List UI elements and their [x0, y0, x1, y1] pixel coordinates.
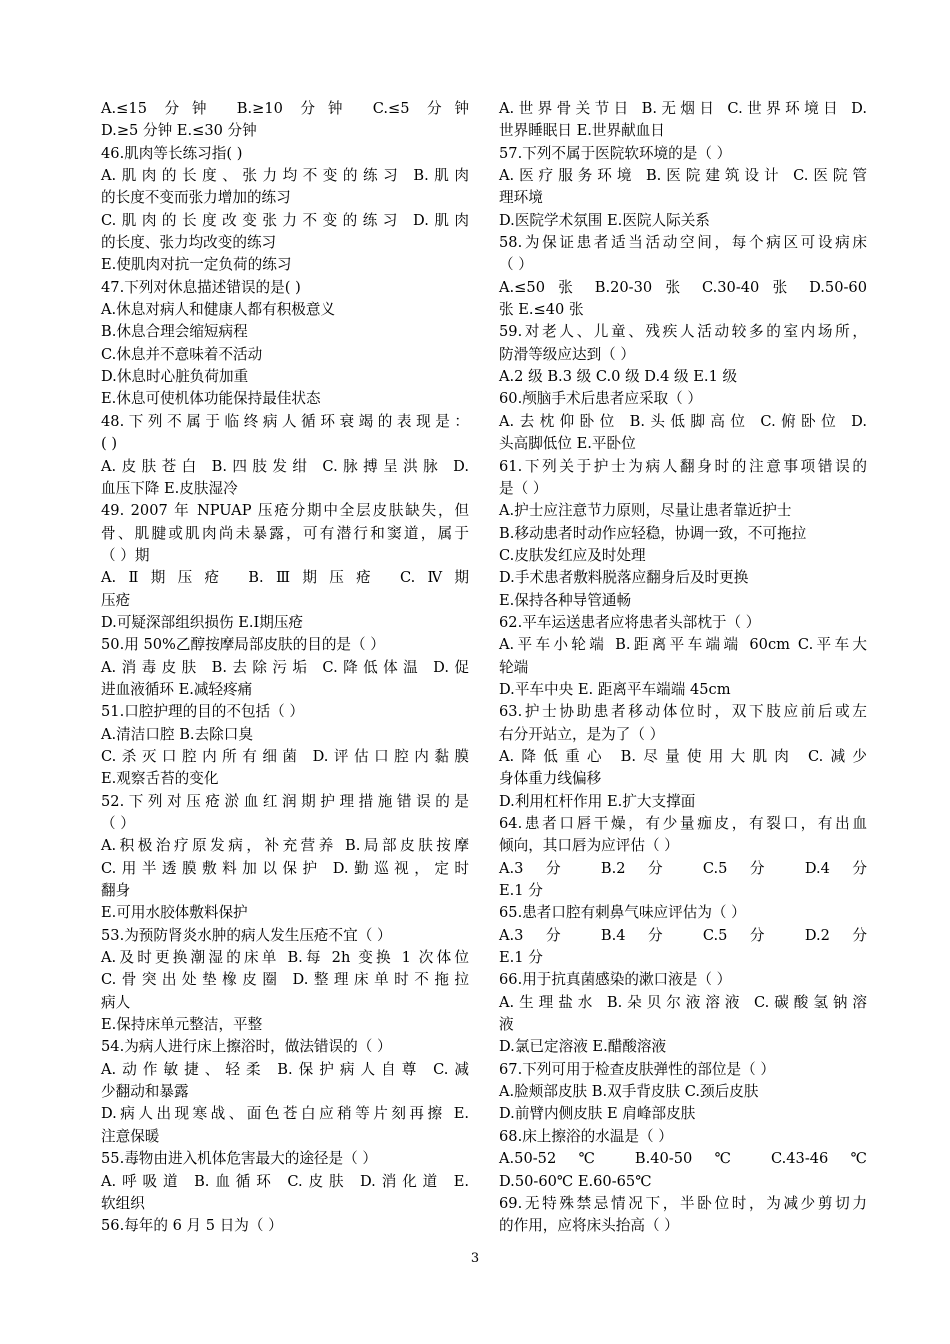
right-text-line: E.1 分 — [499, 882, 543, 900]
right-text-line: 理环境 — [499, 189, 543, 207]
right-text-line: 68.床上擦浴的水温是（ ） — [499, 1127, 673, 1145]
right-text-line: A.世界骨关节日 B.无烟日 C.世界环境日 D. — [499, 100, 867, 117]
right-text-line: 66.用于抗真菌感染的漱口液是（ ） — [499, 971, 732, 989]
right-text-line: E.1 分 — [499, 949, 543, 967]
left-text-line: A.消毒皮肤 B.去除污垢 C.降低体温 D.促 — [101, 658, 469, 676]
left-text-line: A.及时更换潮湿的床单 B.每 2h 变换 1 次体位 — [101, 949, 469, 967]
left-text-line: 少翻动和暴露 — [101, 1083, 189, 1101]
right-text-line: A.平车小轮端 B.距离平车端端 60cm C.平车大 — [499, 636, 867, 654]
right-text-line: A.医疗服务环境 B.医院建筑设计 C.医院管 — [499, 167, 867, 185]
left-text-line: A.呼吸道 B.血循环 C.皮肤 D.消化道 E. — [101, 1172, 469, 1190]
right-text-line: 防滑等级应达到（ ） — [499, 345, 635, 363]
right-text-line: D.氯已定溶液 E.醋酸溶液 — [499, 1038, 667, 1056]
right-text-line: 张 E.≤40 张 — [499, 301, 584, 319]
right-text-line: 轮端 — [499, 658, 529, 676]
left-text-line: C.杀灭口腔内所有细菌 D.评估口腔内黏膜 — [101, 747, 469, 765]
left-text-line: A.清洁口腔 B.去除口臭 — [101, 725, 253, 743]
right-text-line: 69.无特殊禁忌情况下，半卧位时，为减少剪切力 — [499, 1194, 867, 1212]
left-text-line: 54.为病人进行床上擦浴时，做法错误的（ ） — [101, 1038, 392, 1056]
left-text-line: C.骨突出处垫橡皮圈 D.整理床单时不拖拉 — [101, 971, 469, 989]
right-text-line: A.3 分 B.4 分 C.5 分 D.2 分 — [499, 926, 867, 944]
right-text-line: 59.对老人、儿童、残疾人活动较多的室内场所， — [499, 323, 867, 341]
left-text-line: 软组织 — [101, 1194, 145, 1212]
left-text-line: 50.用 50%乙醇按摩局部皮肤的目的是（ ） — [101, 636, 385, 654]
right-text-line: 倾向，其口唇为应评估（ ） — [499, 837, 679, 855]
left-text-line: E.观察舌苔的变化 — [101, 770, 219, 788]
left-text-line: 49. 2007 年 NPUAP 压疮分期中全层皮肤缺失，但 — [101, 502, 469, 520]
right-text-line: 58.为保证患者适当活动空间，每个病区可设病床 — [499, 234, 867, 252]
left-text-line: A.动作敏捷、轻柔 B.保护病人自尊 C.减 — [101, 1060, 469, 1078]
right-text-line: A.护士应注意节力原则，尽量让患者靠近护士 — [499, 502, 792, 520]
left-text-line: E.保持床单元整洁，平整 — [101, 1016, 263, 1034]
right-text-line: A.50-52 ℃ B.40-50 ℃ C.43-46 ℃ — [499, 1150, 867, 1168]
left-text-line: 骨、肌腱或肌肉尚未暴露，可有潜行和窦道，属于 — [101, 524, 469, 542]
right-text-line: D.50-60℃ E.60-65℃ — [499, 1172, 652, 1190]
right-text-line: A.≤50 张 B.20-30 张 C.30-40 张 D.50-60 — [499, 278, 867, 296]
right-text-line: D.前臂内侧皮肤 E 肩峰部皮肤 — [499, 1105, 696, 1123]
right-text-line: B.移动患者时动作应轻稳，协调一致，不可拖拉 — [499, 524, 807, 542]
left-text-line: （ ） — [101, 815, 135, 832]
left-text-line: 53.为预防肾炎水肿的病人发生压疮不宜（ ） — [101, 926, 392, 944]
right-text-line: A.2 级 B.3 级 C.0 级 D.4 级 E.1 级 — [499, 368, 738, 386]
left-text-line: A.肌肉的长度、张力均不变的练习 B.肌肉 — [101, 167, 469, 185]
left-text-line: 的长度、张力均改变的练习 — [101, 234, 277, 252]
right-text-line: E.保持各种导管通畅 — [499, 591, 632, 609]
right-text-line: A.脸颊部皮肤 B.双手背皮肤 C.颈后皮肤 — [499, 1083, 759, 1101]
left-text-line: D.可疑深部组织损伤 E.Ⅰ期压疮 — [101, 613, 304, 631]
right-text-line: C.皮肤发红应及时处理 — [499, 546, 646, 564]
page-number: 3 — [470, 1251, 480, 1266]
right-text-line: A.去枕仰卧位 B.头低脚高位 C.俯卧位 D. — [499, 412, 867, 430]
left-text-line: 51.口腔护理的目的不包括（ ） — [101, 703, 304, 721]
right-text-line: 身体重力线偏移 — [499, 770, 602, 788]
left-text-line: A.皮肤苍白 B.四肢发绀 C.脉搏呈洪脉 D. — [101, 457, 469, 475]
left-column — [101, 98, 469, 1238]
left-text-line: E.使肌肉对抗一定负荷的练习 — [101, 256, 292, 274]
right-text-line: 65.患者口腔有刺鼻气味应评估为（ ） — [499, 904, 746, 922]
right-text-line: 液 — [499, 1016, 514, 1034]
right-text-line: D.手术患者敷料脱落应翻身后及时更换 — [499, 569, 749, 587]
left-text-line: E.休息可使机体功能保持最佳状态 — [101, 390, 321, 408]
left-text-line: 55.毒物由进入机体危害最大的途径是（ ） — [101, 1150, 377, 1168]
left-text-line: D.休息时心脏负荷加重 — [101, 368, 249, 386]
left-text-line: 血压下降 E.皮肤湿冷 — [101, 479, 238, 497]
left-text-line: D.≥5 分钟 E.≤30 分钟 — [101, 122, 257, 140]
right-text-line: D.医院学术氛围 E.医院人际关系 — [499, 211, 710, 229]
right-text-line: 世界睡眠日 E.世界献血日 — [499, 122, 665, 140]
right-text-line: A.降低重心 B.尽量使用大肌肉 C.减少 — [499, 747, 867, 765]
left-text-line: D.病人出现寒战、面色苍白应稍等片刻再擦 E. — [101, 1105, 469, 1123]
left-text-line: 56.每年的 6 月 5 日为（ ） — [101, 1217, 283, 1235]
right-text-line: D.平车中央 E. 距离平车端端 45cm — [499, 680, 731, 698]
right-column — [499, 98, 867, 1238]
left-text-line: 47.下列对休息描述错误的是( ) — [101, 278, 301, 296]
right-text-line: 64.患者口唇干燥，有少量痂皮，有裂口，有出血 — [499, 815, 867, 832]
left-text-line: 翻身 — [101, 882, 131, 900]
right-text-line: 57.下列不属于医院软环境的是（ ） — [499, 144, 732, 162]
right-text-line: 60.颅脑手术后患者应采取（ ） — [499, 390, 702, 408]
left-text-line: 46.肌肉等长练习指( ) — [101, 144, 243, 162]
right-text-line: 头高脚低位 E.平卧位 — [499, 435, 636, 453]
right-text-line: D.利用杠杆作用 E.扩大支撑面 — [499, 792, 696, 810]
right-text-line: （ ） — [499, 256, 533, 274]
right-text-line: 是（ ） — [499, 479, 548, 497]
left-text-line: （ ）期 — [101, 546, 150, 564]
left-text-line: 病人 — [101, 993, 131, 1011]
left-text-line: 注意保暖 — [101, 1127, 160, 1145]
right-text-line: 的作用，应将床头抬高（ ） — [499, 1217, 679, 1235]
left-text-line: A.积极治疗原发病，补充营养 B.局部皮肤按摩 — [101, 837, 469, 855]
right-text-line: 右分开站立，是为了（ ） — [499, 725, 665, 743]
right-text-line: 61.下列关于护士为病人翻身时的注意事项错误的 — [499, 457, 867, 475]
left-text-line: C.用半透膜敷料加以保护 D.勤巡视，定时 — [101, 859, 469, 877]
right-text-line: 63.护士协助患者移动体位时，双下肢应前后或左 — [499, 703, 867, 721]
left-text-line: A.休息对病人和健康人都有积极意义 — [101, 301, 336, 319]
left-text-line: A.Ⅱ期压疮 B.Ⅲ期压疮 C.Ⅳ期 — [101, 569, 469, 587]
left-text-line: A.≤15 分钟 B.≥10 分钟 C.≤5 分钟 — [101, 100, 469, 117]
right-text-line: 62.平车运送患者应将患者头部枕于（ ） — [499, 613, 761, 631]
left-text-line: 压疮 — [101, 591, 131, 609]
left-text-line: 的长度不变而张力增加的练习 — [101, 189, 291, 207]
left-text-line: 48.下列不属于临终病人循环衰竭的表现是： — [101, 412, 469, 430]
left-text-line: ( ) — [101, 435, 118, 453]
right-text-line: A.3 分 B.2 分 C.5 分 D.4 分 — [499, 859, 867, 877]
left-text-line: E.可用水胶体敷料保护 — [101, 904, 248, 922]
right-text-line: 67.下列可用于检查皮肤弹性的部位是（ ） — [499, 1060, 775, 1078]
left-text-line: C.肌肉的长度改变张力不变的练习 D.肌肉 — [101, 211, 469, 229]
right-text-line: A.生理盐水 B.朵贝尔液溶液 C.碳酸氢钠溶 — [499, 993, 867, 1011]
left-text-line: 52.下列对压疮淤血红润期护理措施错误的是 — [101, 792, 469, 810]
left-text-line: C.休息并不意味着不活动 — [101, 345, 263, 363]
left-text-line: B.休息合理会缩短病程 — [101, 323, 248, 341]
left-text-line: 进血液循环 E.减轻疼痛 — [101, 680, 253, 698]
